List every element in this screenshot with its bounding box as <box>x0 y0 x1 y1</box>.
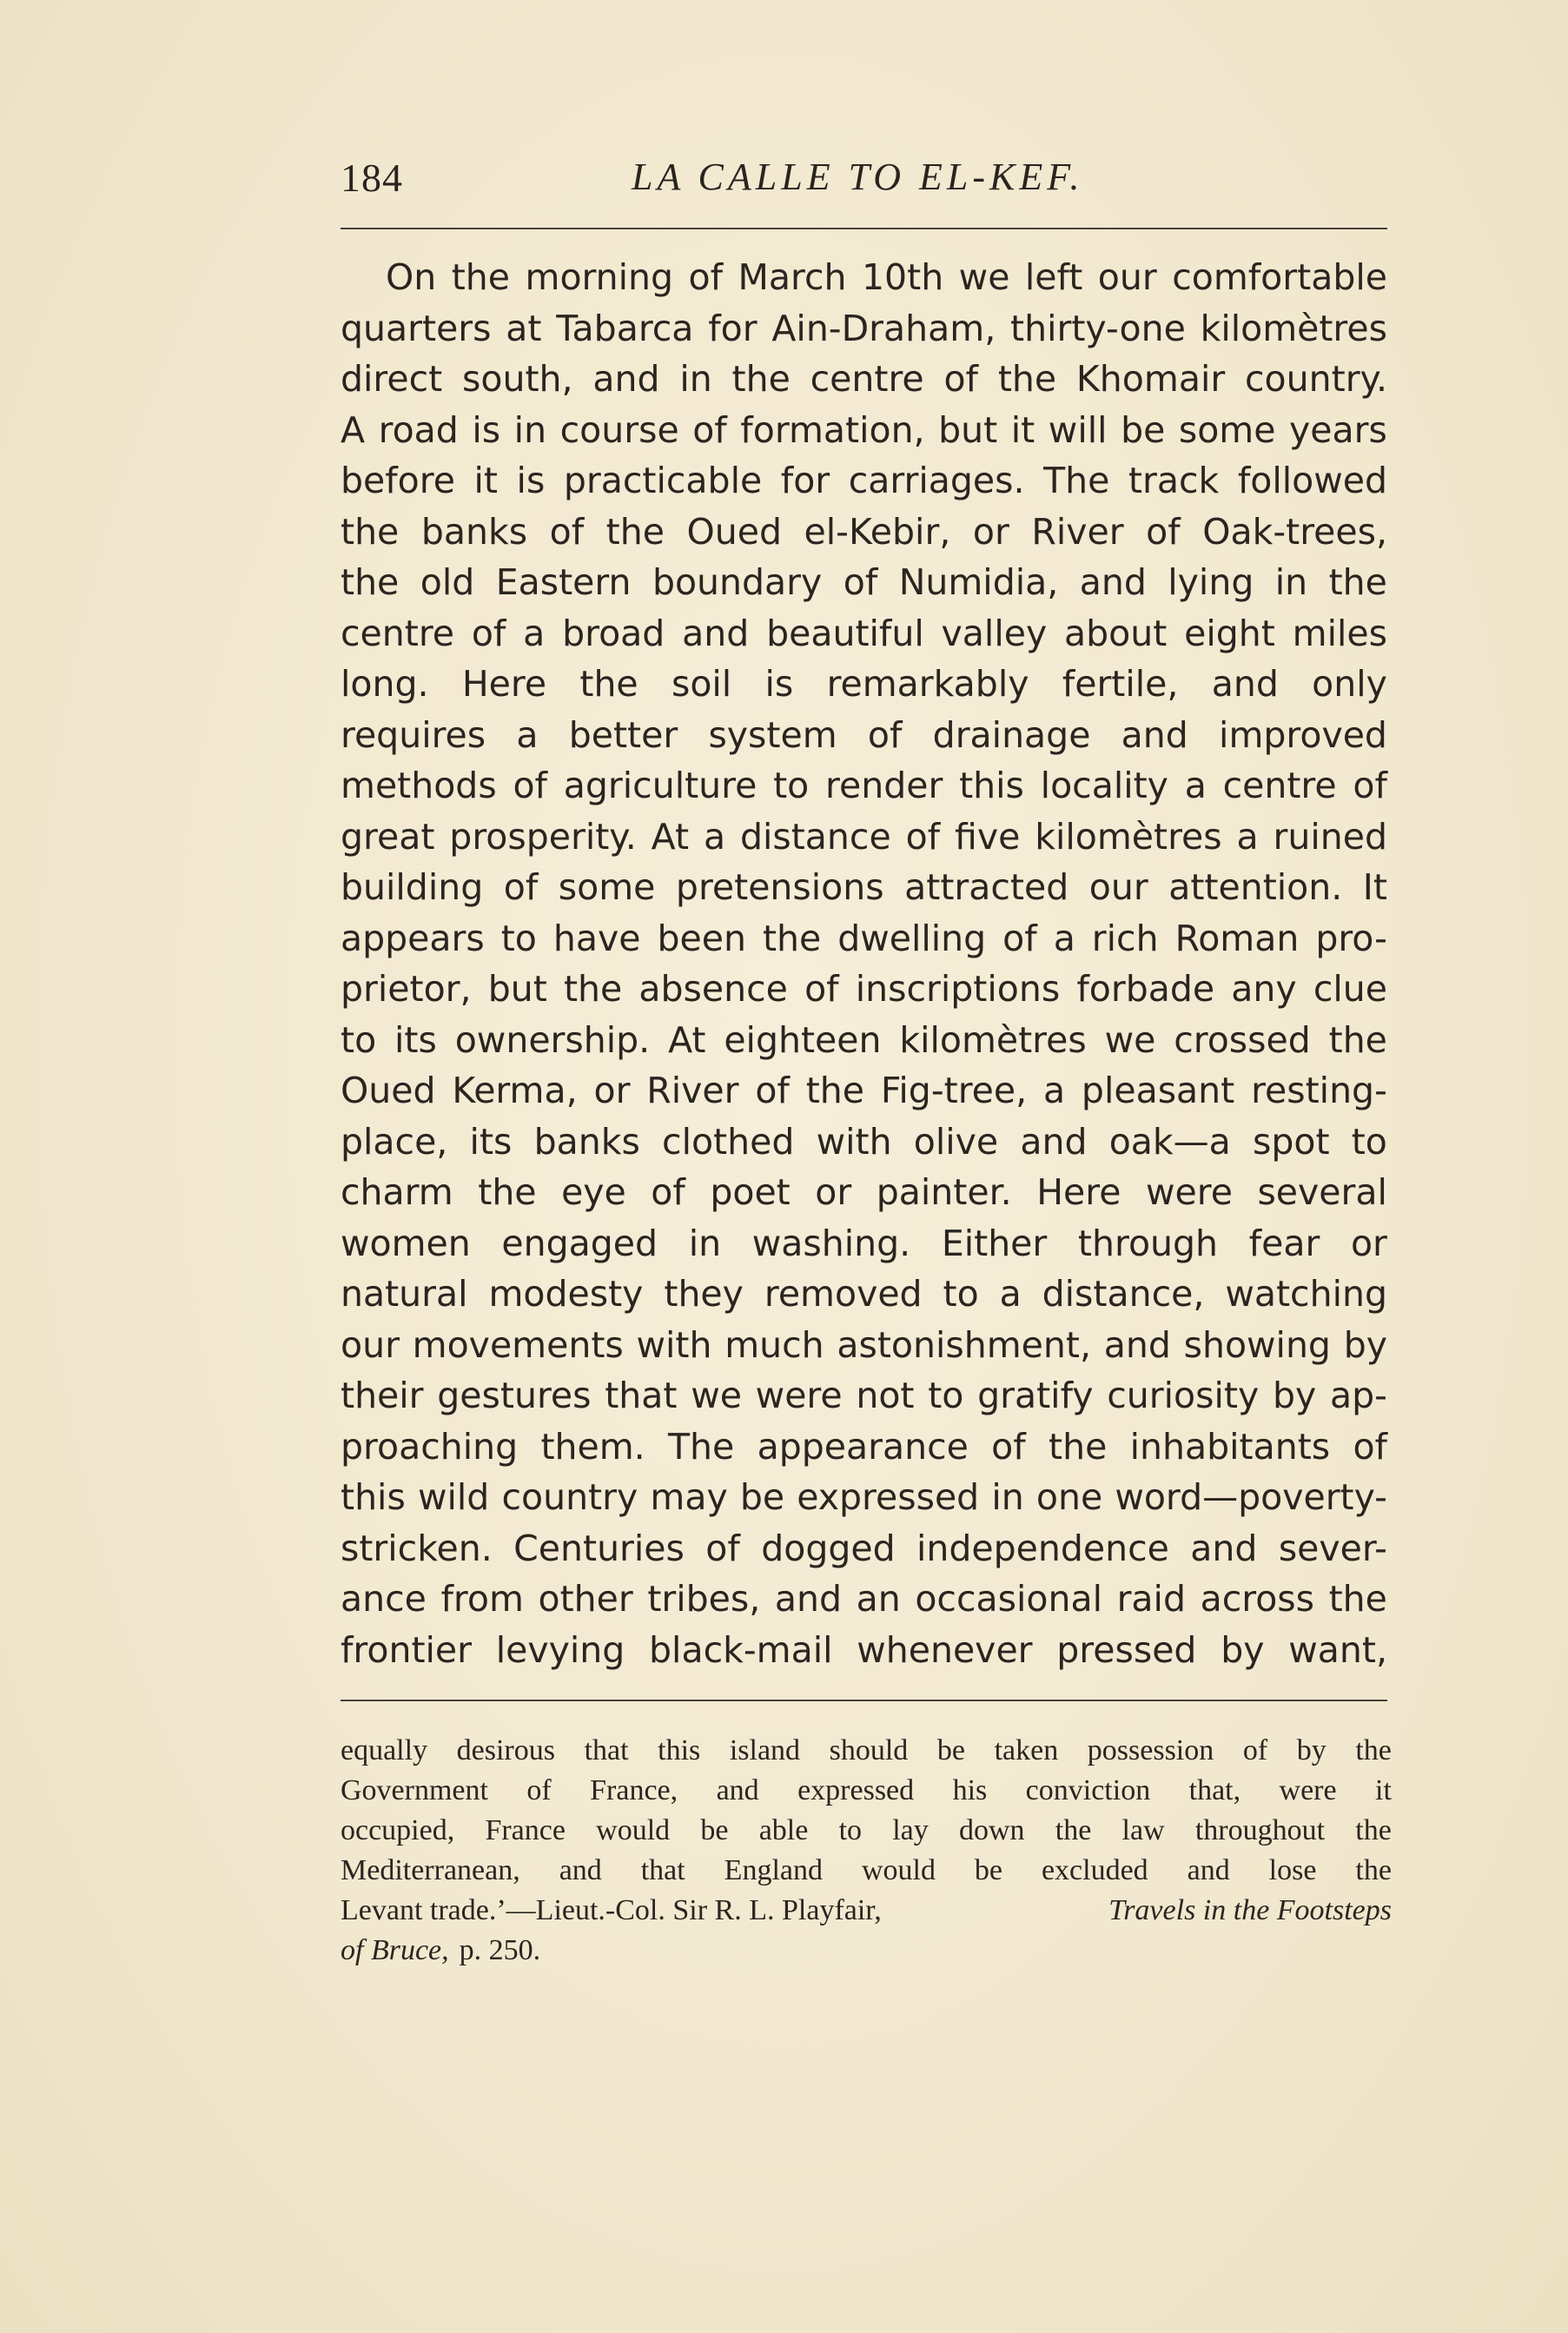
text-line: the banks of the Oued el-Kebir, or River of Oak-trees, <box>341 510 1387 553</box>
footnote-line: Government of France, and expressed his conviction that, were it <box>341 1774 1392 1806</box>
text-line: quarters at Tabarca for Ain-Draham, thirty-one kilomètres <box>341 307 1387 349</box>
text-line: frontier levying black-mail whenever pressed by want, <box>341 1628 1387 1671</box>
text-line: prietor, but the absence of inscriptions forbade any clue <box>341 968 1387 1010</box>
text-line: our movements with much astonishment, and showing by <box>341 1323 1387 1366</box>
text-line: centre of a broad and beautiful valley about eight miles <box>341 612 1387 654</box>
text-line: On the morning of March 10th we left our comfortable <box>386 256 1387 298</box>
text-line: women engaged in washing. Either through fear or <box>341 1222 1387 1264</box>
running-title: LA CALLE TO EL-KEF. <box>632 156 1084 198</box>
footnote-line: equally desirous that this island should be taken possession of by the <box>341 1734 1392 1766</box>
text-line: proaching them. The appearance of the inhabitants of <box>341 1425 1387 1468</box>
footnote-book-title: Travels in the Footsteps <box>1108 1894 1392 1926</box>
text-line: building of some pretensions attracted our attention. It <box>341 866 1387 908</box>
text-line: great prosperity. At a distance of five kilomètres a ruined <box>341 815 1387 858</box>
text-line: natural modesty they removed to a distance, watching <box>341 1273 1387 1315</box>
text-line: charm the eye of poet or painter. Here were several <box>341 1171 1387 1213</box>
text-line: before it is practicable for carriages. The track followed <box>341 460 1387 501</box>
footnote-page-ref: p. 250. <box>459 1934 541 1966</box>
text-line: direct south, and in the centre of the Khomair country. <box>341 358 1387 400</box>
footnote <box>341 1731 1392 1971</box>
text-line: the old Eastern boundary of Numidia, and lying in the <box>341 561 1387 603</box>
text-line: ance from other tribes, and an occasional raid across the <box>341 1578 1387 1620</box>
footnote-line <box>341 1931 1392 1971</box>
text-line: long. Here the soil is remarkably fertile, and only <box>341 663 1387 705</box>
footnote-separator <box>341 1700 1387 1701</box>
footnote-citation-text: Levant trade.’—Lieut.-Col. Sir R. L. Playfair, <box>341 1894 882 1926</box>
text-line: A road is in course of formation, but it will be some years <box>341 408 1387 451</box>
text-line: Oued Kerma, or River of the Fig-tree, a pleasant resting- <box>341 1070 1387 1111</box>
footnote-line: occupied, France would be able to lay down the law throughout the <box>341 1814 1392 1846</box>
text-line: methods of agriculture to render this locality a centre of <box>341 765 1387 806</box>
text-line: to its ownership. At eighteen kilomètres we crossed the <box>341 1018 1387 1061</box>
text-line: place, its banks clothed with olive and oak—a spot to <box>341 1120 1387 1163</box>
page-header <box>341 148 1383 209</box>
text-line: requires a better system of drainage and improved <box>341 713 1387 756</box>
body-text <box>341 252 1387 1675</box>
header-rule <box>341 228 1387 229</box>
text-line: their gestures that we were not to gratify curiosity by ap- <box>341 1375 1387 1416</box>
footnote-line <box>341 1891 1392 1931</box>
text-line: stricken. Centuries of dogged independence and sever- <box>341 1527 1387 1569</box>
text-line: this wild country may be expressed in one word—poverty- <box>341 1476 1387 1518</box>
text-line: appears to have been the dwelling of a rich Roman pro- <box>341 917 1387 959</box>
page-number: 184 <box>341 156 403 200</box>
footnote-line: Mediterranean, and that England would be excluded and lose the <box>341 1854 1392 1886</box>
footnote-book-title-cont: of Bruce, <box>341 1934 449 1966</box>
